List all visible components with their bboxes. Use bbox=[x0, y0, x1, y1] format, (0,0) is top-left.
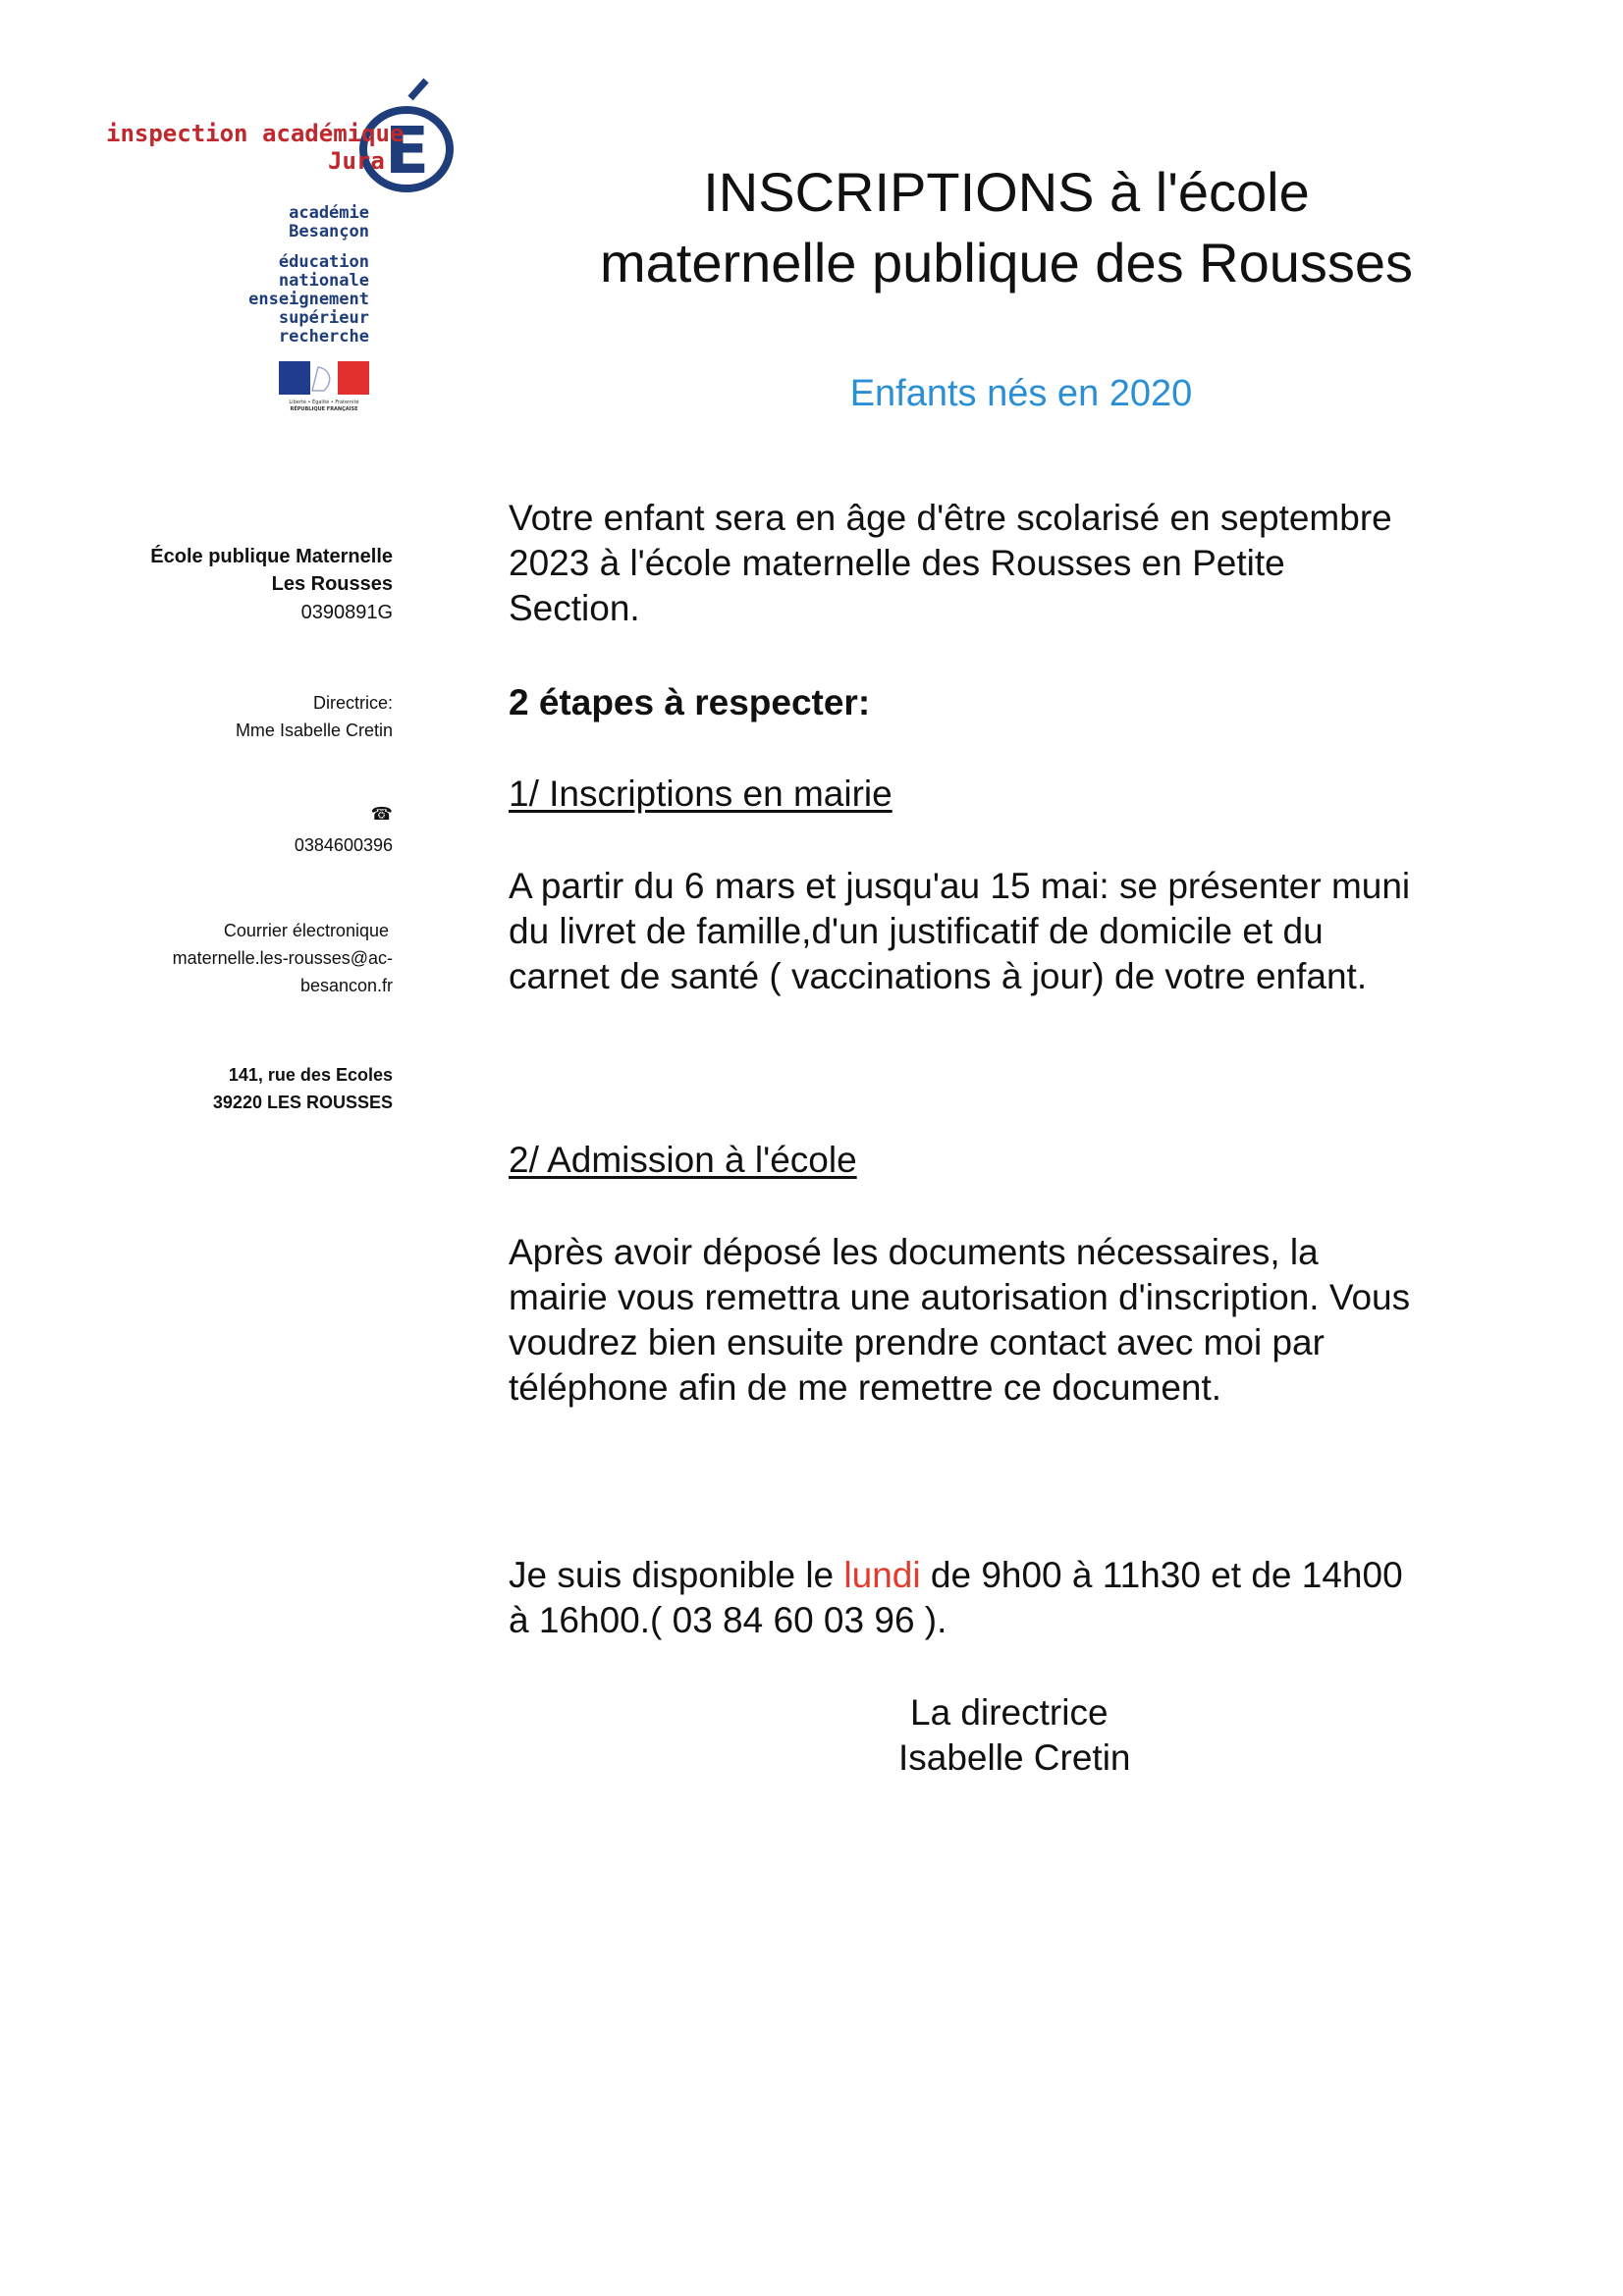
email-label: Courrier électronique bbox=[223, 921, 389, 940]
flag-icon bbox=[279, 361, 369, 395]
director-name: Mme Isabelle Cretin bbox=[235, 721, 393, 740]
logo-line1: inspection académique bbox=[106, 120, 405, 147]
step1-heading: 1/ Inscriptions en mairie bbox=[509, 774, 893, 814]
step2-paragraph: Après avoir déposé les documents nécessaires, la mairie vous remettra une autorisation d'inscription. Vous voudrez bien ensuite prendre contact avec moi par téléphone afin de me remettre ce document. bbox=[509, 1232, 1411, 1408]
director-label: Directrice: bbox=[312, 693, 393, 713]
logo-academie: académie Besançon bbox=[289, 203, 369, 241]
step2-heading: 2/ Admission à l'école bbox=[509, 1140, 857, 1180]
availability-paragraph: Je suis disponible le lundi de 9h00 à 11h30 et de 14h00 à 16h00.( 03 84 60 03 96 ). bbox=[509, 1555, 1403, 1640]
academy-logo bbox=[106, 71, 460, 424]
page-subtitle: Enfants nés en 2020 bbox=[849, 373, 1193, 414]
logo-ministere: éducation nationale enseignement supérieur recherche bbox=[248, 252, 369, 347]
steps-heading: 2 étapes à respecter: bbox=[509, 682, 871, 722]
school-phone: 0384600396 bbox=[294, 835, 393, 855]
school-name: École publique Maternelle Les Rousses bbox=[150, 546, 393, 595]
step1-paragraph: A partir du 6 mars et jusqu'au 15 mai: se présenter muni du livret de famille,d'un justificatif de domicile et du carnet de santé ( vaccinations à jour) de votre enfant. bbox=[509, 866, 1411, 996]
logo-republique: RÉPUBLIQUE FRANÇAISE bbox=[290, 406, 358, 412]
school-email[interactable]: maternelle.les-rousses@ac- besancon.fr bbox=[172, 948, 393, 995]
marianne-logo bbox=[279, 361, 369, 414]
intro-paragraph: Votre enfant sera en âge d'être scolarisé en septembre 2023 à l'école maternelle des Rousses en Petite Section. bbox=[509, 498, 1392, 628]
availability-day: lundi bbox=[843, 1555, 921, 1595]
school-code: 0390891G bbox=[300, 602, 393, 623]
telephone-icon: ☎ bbox=[370, 804, 393, 824]
signature-name: Isabelle Cretin bbox=[898, 1737, 1131, 1778]
school-address: 141, rue des Ecoles 39220 LES ROUSSES bbox=[212, 1065, 393, 1112]
page-title: INSCRIPTIONS à l'école maternelle publique des Rousses bbox=[599, 161, 1414, 294]
signature-role: La directrice bbox=[910, 1692, 1109, 1733]
svg-text:E: E bbox=[385, 113, 430, 188]
logo-motto: Liberté • Égalité • Fraternité bbox=[289, 400, 359, 405]
logo-line2: Jura bbox=[328, 147, 385, 175]
